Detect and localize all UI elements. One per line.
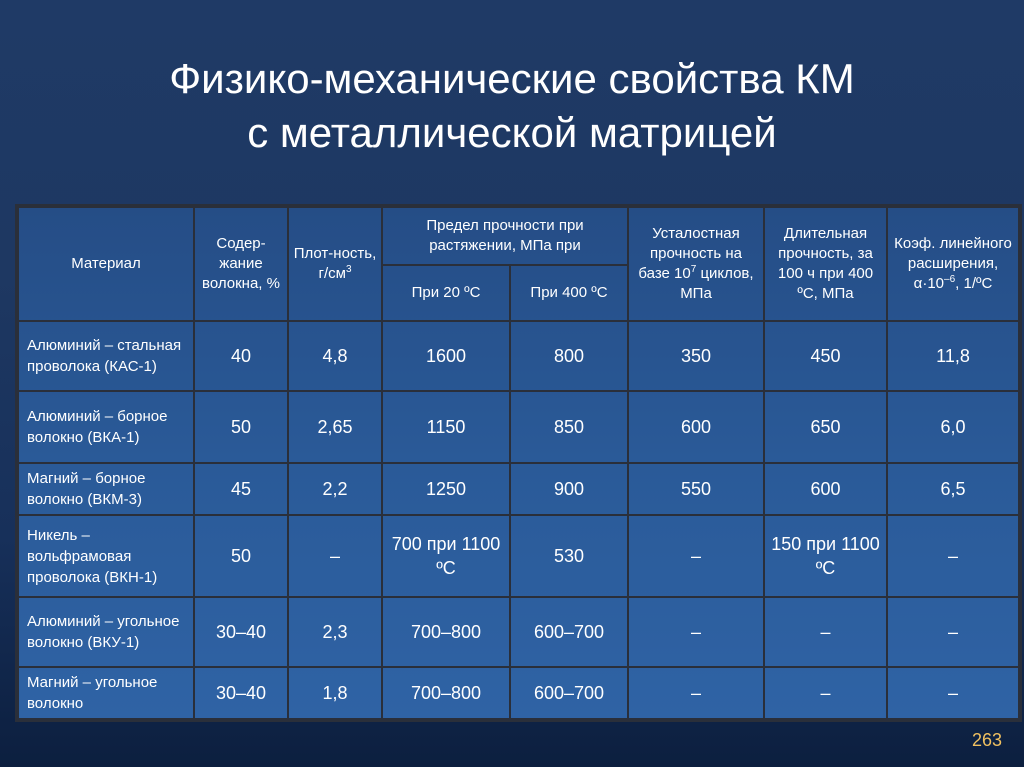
cell-strength-400: 800 <box>510 321 628 391</box>
table-row <box>18 463 1019 515</box>
cell-content: 50 <box>194 391 288 463</box>
cell-density: 4,8 <box>288 321 382 391</box>
header-coef-line2: α·10 <box>913 275 945 292</box>
cell-content: 30–40 <box>194 597 288 667</box>
table-row <box>18 597 1019 667</box>
cell-fatigue: – <box>628 597 764 667</box>
cell-fatigue: 350 <box>628 321 764 391</box>
cell-content: 30–40 <box>194 667 288 719</box>
cell-material: Алюминий – угольное волокно (ВКУ-1) <box>18 597 194 667</box>
cell-density: 1,8 <box>288 667 382 719</box>
cell-strength-400: 900 <box>510 463 628 515</box>
cell-material: Алюминий – борное волокно (ВКА-1) <box>18 391 194 463</box>
cell-material: Алюминий – стальная проволока (КАС-1) <box>18 321 194 391</box>
cell-strength-400: 600–700 <box>510 597 628 667</box>
slide-title <box>0 52 1024 160</box>
cell-coef: 6,5 <box>887 463 1019 515</box>
properties-table-container <box>15 204 1022 722</box>
table-row <box>18 391 1019 463</box>
cell-fatigue: 600 <box>628 391 764 463</box>
cell-material: Магний – угольное волокно <box>18 667 194 719</box>
cell-content: 45 <box>194 463 288 515</box>
table-row <box>18 515 1019 597</box>
header-fatigue-sup: 7 <box>690 264 697 275</box>
header-fatigue-tail: циклов, МПа <box>680 265 754 302</box>
cell-density: – <box>288 515 382 597</box>
cell-density: 2,65 <box>288 391 382 463</box>
header-material: Материал <box>18 207 194 321</box>
header-long-term-strength: Длительная прочность, за 100 ч при 400 ºС, МПа <box>764 207 887 321</box>
cell-long-term: 600 <box>764 463 887 515</box>
cell-strength-20: 700–800 <box>382 667 510 719</box>
slide-title-line1: Физико-механические свойства КМ <box>169 55 855 102</box>
cell-long-term: 650 <box>764 391 887 463</box>
header-density-text: Плот-ность, г/см <box>293 245 377 282</box>
cell-coef: 11,8 <box>887 321 1019 391</box>
cell-density: 2,3 <box>288 597 382 667</box>
cell-coef: 6,0 <box>887 391 1019 463</box>
header-fatigue-text: Усталостная прочность на базе 10 <box>638 225 742 282</box>
cell-density: 2,2 <box>288 463 382 515</box>
page-number: 263 <box>971 730 1002 750</box>
cell-long-term: 150 при 1100 ºС <box>764 515 887 597</box>
cell-strength-20: 700–800 <box>382 597 510 667</box>
header-fiber-content: Содер-жание волокна, % <box>194 207 288 321</box>
header-strength-400: При 400 ºС <box>510 265 628 321</box>
cell-fatigue: 550 <box>628 463 764 515</box>
cell-fatigue: – <box>628 667 764 719</box>
cell-long-term: 450 <box>764 321 887 391</box>
cell-strength-400: 530 <box>510 515 628 597</box>
cell-fatigue: – <box>628 515 764 597</box>
cell-strength-20: 1250 <box>382 463 510 515</box>
cell-content: 50 <box>194 515 288 597</box>
header-fatigue-strength <box>628 207 764 321</box>
cell-long-term: – <box>764 667 887 719</box>
table-row <box>18 321 1019 391</box>
header-strength-20: При 20 ºС <box>382 265 510 321</box>
cell-strength-400: 600–700 <box>510 667 628 719</box>
cell-strength-400: 850 <box>510 391 628 463</box>
table-row <box>18 667 1019 719</box>
cell-strength-20: 1600 <box>382 321 510 391</box>
header-expansion-coef <box>887 207 1019 321</box>
cell-coef: – <box>887 667 1019 719</box>
properties-table <box>17 206 1020 720</box>
cell-strength-20: 1150 <box>382 391 510 463</box>
slide-title-line2: с металлической матрицей <box>247 109 777 156</box>
cell-material: Никель – вольфрамовая проволока (ВКН-1) <box>18 515 194 597</box>
header-coef-sup: –6 <box>944 274 956 285</box>
header-coef-tail: , 1/ºС <box>955 275 993 292</box>
header-coef-line1: Коэф. линейного расширения, <box>894 235 1012 272</box>
header-tensile-strength: Предел прочности при растяжении, МПа при <box>382 207 628 265</box>
cell-coef: – <box>887 597 1019 667</box>
cell-long-term: – <box>764 597 887 667</box>
header-density <box>288 207 382 321</box>
cell-coef: – <box>887 515 1019 597</box>
cell-strength-20: 700 при 1100 ºС <box>382 515 510 597</box>
header-density-sup: 3 <box>345 264 352 275</box>
cell-content: 40 <box>194 321 288 391</box>
cell-material: Магний – борное волокно (ВКМ-3) <box>18 463 194 515</box>
